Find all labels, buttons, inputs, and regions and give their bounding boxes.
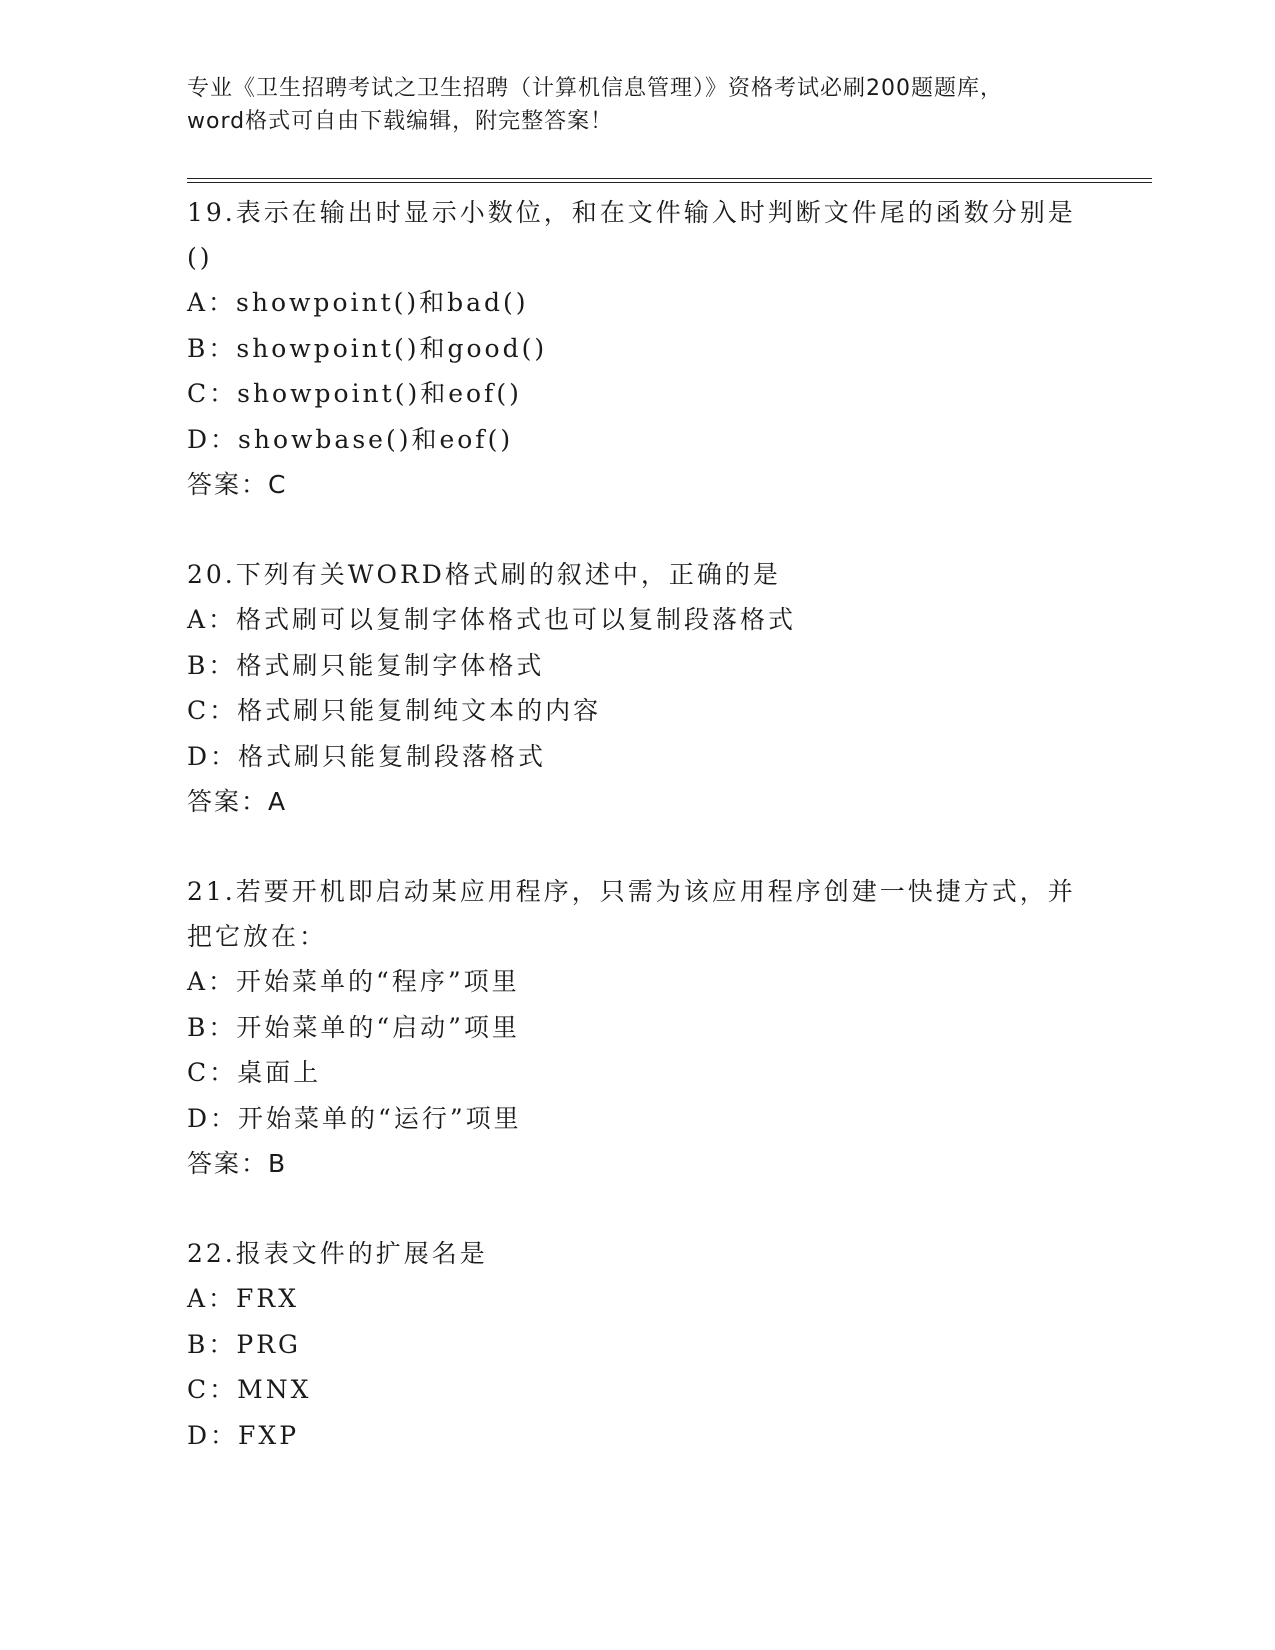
question-stem: 19.表示在输出时显示小数位，和在文件输入时判断文件尾的函数分别是()	[187, 198, 1076, 272]
option-a: A：开始菜单的“程序”项里	[187, 967, 520, 996]
option-c: C：格式刷只能复制纯文本的内容	[187, 696, 602, 725]
answer-line: 答案：B	[187, 1149, 288, 1178]
option-a: A：格式刷可以复制字体格式也可以复制段落格式	[187, 605, 797, 634]
question-21	[187, 869, 1087, 1186]
header-line-2: word格式可自由下载编辑，附完整答案！	[187, 109, 614, 134]
option-b: B：格式刷只能复制字体格式	[187, 650, 545, 680]
question-20	[187, 552, 1087, 824]
option-a: A：showpoint()和bad()	[187, 288, 529, 317]
option-d: D：开始菜单的“运行”项里	[187, 1103, 522, 1133]
question-stem: 22.报表文件的扩展名是	[187, 1239, 488, 1268]
option-c: C：MNX	[187, 1375, 312, 1404]
answer-line: 答案：A	[187, 787, 288, 816]
header-line-1: 专业《卫生招聘考试之卫生招聘（计算机信息管理）》资格考试必刷200题题库，	[187, 76, 1003, 101]
option-d: D：格式刷只能复制段落格式	[187, 741, 547, 771]
option-b: B：showpoint()和good()	[187, 333, 548, 363]
answer-line: 答案：C	[187, 470, 288, 499]
option-a: A：FRX	[187, 1284, 300, 1313]
option-b: B：PRG	[187, 1329, 301, 1359]
option-c: C：桌面上	[187, 1058, 322, 1087]
option-d: D：showbase()和eof()	[187, 424, 514, 454]
option-b: B：开始菜单的“启动”项里	[187, 1012, 520, 1042]
option-c: C：showpoint()和eof()	[187, 379, 522, 408]
header-divider-bottom	[187, 182, 1152, 183]
question-list	[187, 190, 1087, 1503]
header-divider-top	[187, 178, 1152, 179]
question-stem: 20.下列有关WORD格式刷的叙述中，正确的是	[187, 560, 781, 589]
document-header	[187, 72, 1087, 138]
option-d: D：FXP	[187, 1420, 300, 1450]
question-19	[187, 190, 1087, 507]
question-stem: 21.若要开机即启动某应用程序，只需为该应用程序创建一快捷方式，并把它放在：	[187, 877, 1076, 951]
question-22	[187, 1231, 1087, 1458]
